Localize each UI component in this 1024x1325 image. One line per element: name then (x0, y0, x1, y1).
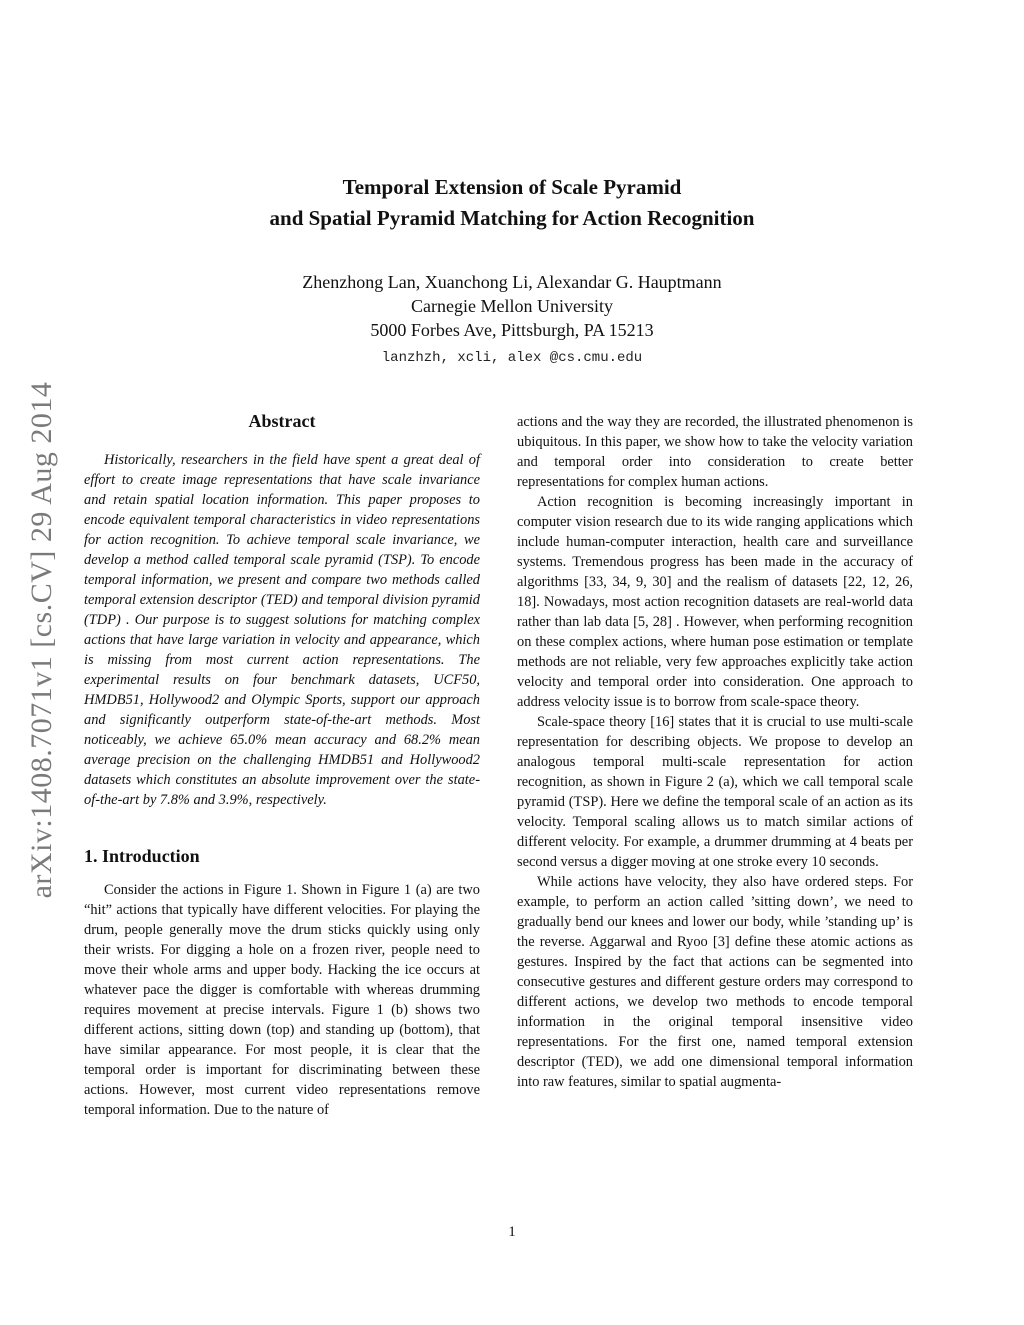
right-column (517, 412, 913, 1092)
affiliation: Carnegie Mellon University (411, 296, 613, 316)
abstract-heading: Abstract (248, 411, 316, 431)
right-paragraph-2: Scale-space theory [16] states that it is crucial to use multi-scale representation for describing objects. We propose to develop an analogous temporal multi-scale representation for action recognition, as shown in Figure 2 (a), which we call temporal scale pyramid (TSP). Here we define the temporal scale of an action as its velocity. Temporal scaling allows us to match similar actions of different velocity. For example, a drummer drumming at 4 beats per second versus a digger moving at one stroke every 10 seconds. (517, 714, 913, 870)
address: 5000 Forbes Ave, Pittsburgh, PA 15213 (370, 320, 654, 340)
email: lanzhzh, xcli, alex @cs.cmu.edu (381, 350, 643, 366)
intro-paragraph-1: Consider the actions in Figure 1. Shown in Figure 1 (a) are two “hit” actions that typically have different velocities. For playing the drum, people generally move the drum sticks quickly using only their wrists. For digging a hole on a frozen river, people need to move their whole arms and upper body. Hacking the ice occurs at whatever pace the digger is comfortable with whereas drumming requires movement at precise intervals. Figure 1 (b) shows two different actions, sitting down (top) and standing up (bottom), that have similar appearance. For most people, it is clear that the temporal order is important for discriminating between these actions. However, most current video representations remove temporal information. Due to the nature of (84, 882, 480, 1118)
right-paragraph-0: actions and the way they are recorded, the illustrated phenomenon is ubiquitous. In this paper, we show how to take the velocity variation and temporal order into consideration to create better representations for complex human actions. (517, 414, 913, 490)
abstract-text: Historically, researchers in the field have spent a great deal of effort to create image representations that have scale invariance and retain spatial location information. This paper proposes to encode equivalent temporal characteristics in video representations for action recognition. To achieve temporal scale invariance, we develop a method called temporal scale pyramid (TSP). To encode temporal information, we present and compare two methods called temporal extension descriptor (TED) and temporal division pyramid (TDP) . Our purpose is to suggest solutions for matching complex actions that have large variation in velocity and appearance, which is missing from most current action representations. The experimental results on four benchmark datasets, UCF50, HMDB51, Hollywood2 and Olympic Sports, support our approach and significantly outperform state-of-the-art methods. Most noticeably, we achieve 65.0% mean accuracy and 68.2% mean average precision on the challenging HMDB51 and Hollywood2 datasets which constitutes an absolute improvement over the state-of-the-art by 7.8% and 3.9%, respectively. (84, 452, 480, 808)
author-names: Zhenzhong Lan, Xuanchong Li, Alexandar G. Hauptmann (302, 272, 722, 292)
paper-title (0, 172, 1024, 234)
left-column (84, 408, 480, 1120)
right-paragraph-3: While actions have velocity, they also have ordered steps. For example, to perform an action called ’sitting down’, we need to gradually bend our knees and lower our body, while ’standing up’ is the reverse. Aggarwal and Ryoo [3] define these atomic actions as gestures. Inspired by the fact that actions can be segmented into consecutive gestures and different gesture orders may correspond to different actions, we develop two methods to encode temporal information in the original temporal insensitive video representations. For the first one, named temporal extension descriptor (TED), we add one dimensional temporal information into raw features, similar to spatial augmenta- (517, 874, 913, 1090)
author-block (0, 270, 1024, 370)
right-paragraph-1: Action recognition is becoming increasingly important in computer vision research due to its wide ranging applications which include human-computer interaction, health care and surveillance systems. Tremendous progress has been made in the accuracy of algorithms [33, 34, 9, 30] and the realism of datasets [22, 12, 26, 18]. Nowadays, most action recognition datasets are real-world data rather than lab data [5, 28] . However, when performing recognition on these complex actions, where human pose estimation or template methods are not reliable, very few approaches explicitly take action velocity and temporal order into consideration. One approach to address velocity issue is to borrow from scale-space theory. (517, 494, 913, 710)
title-line-1: Temporal Extension of Scale Pyramid (342, 175, 682, 199)
page-number: 1 (508, 1224, 516, 1240)
arxiv-identifier: arXiv:1408.7071v1 [cs.CV] 29 Aug 2014 (25, 381, 58, 899)
title-line-2: and Spatial Pyramid Matching for Action Recognition (269, 206, 755, 230)
abstract-body (84, 450, 480, 810)
intro-heading: 1. Introduction (84, 846, 200, 866)
